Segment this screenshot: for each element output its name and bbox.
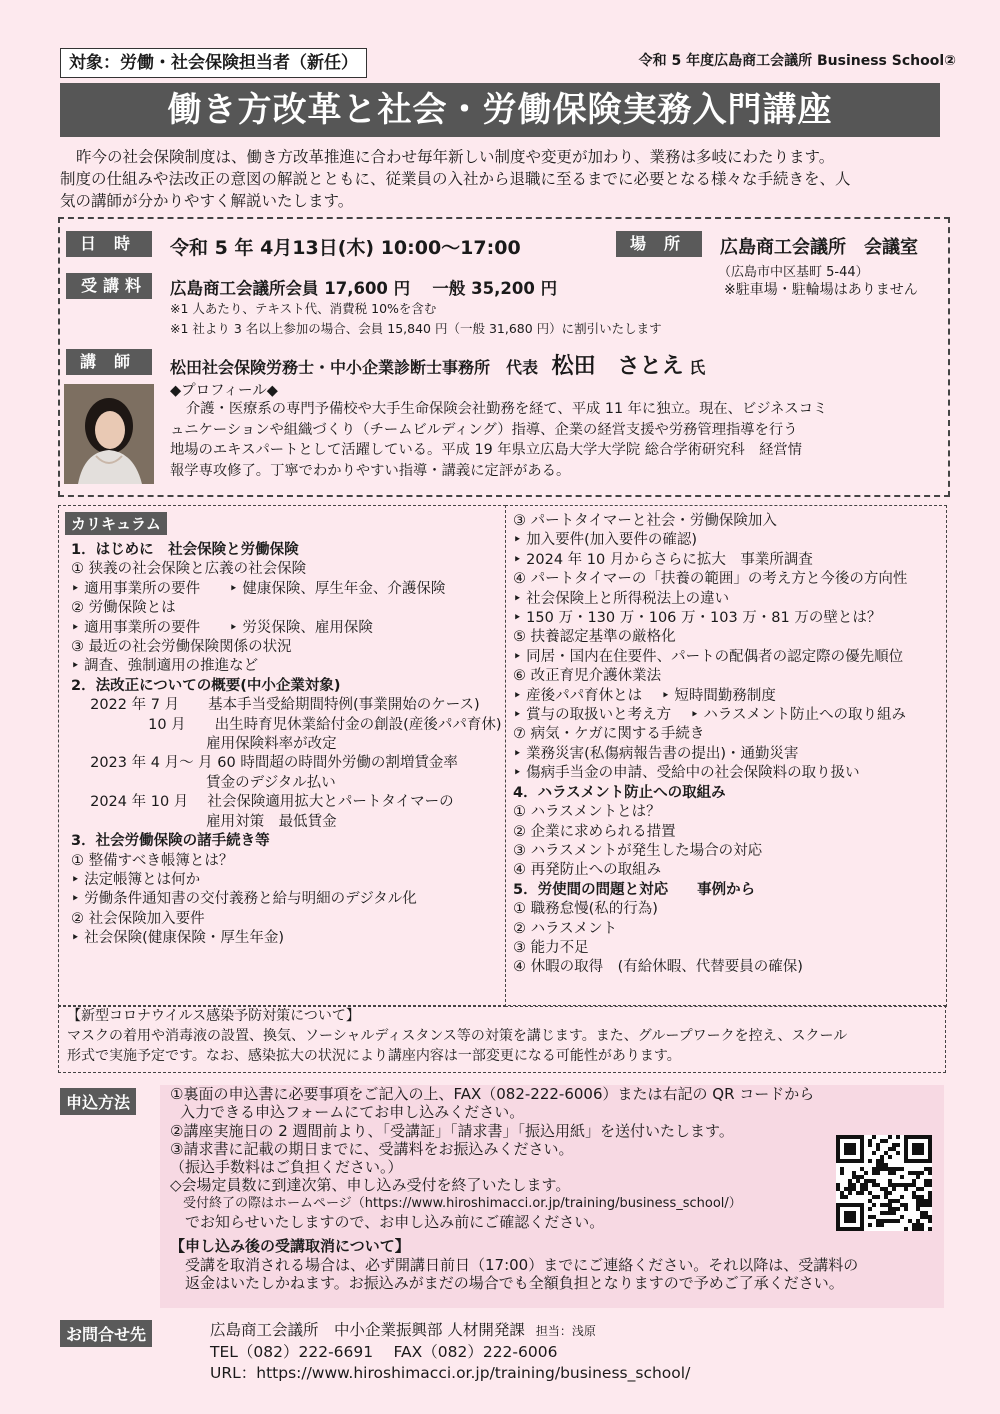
profile-text: [170, 399, 940, 481]
curriculum-item: ⑥ 改正育児介護休業法: [513, 668, 662, 685]
cancel-title: 【申し込み後の受講取消について】: [170, 1237, 410, 1256]
series-label: 令和 5 年度広島商工会議所 Business School②: [638, 53, 956, 69]
curriculum-right: [505, 505, 947, 1007]
apply-line: ②講座実施日の 2 週間前より、「受講証」「請求書」「振込用紙」を送付いたします。: [170, 1121, 734, 1140]
curriculum-item: 2022 年 7 月 基本手当受給期間特例(事業開始のケース): [71, 697, 480, 714]
page-title: 働き方改革と社会・労働保険実務入門講座: [60, 83, 940, 137]
curriculum-item: ② 企業に求められる措置: [513, 823, 676, 840]
inquiry-person: 担当：浅原: [535, 1324, 596, 1338]
place-note: ※駐車場・駐輪場はありません: [724, 282, 918, 298]
qr-code-icon: [836, 1135, 932, 1231]
target-audience: 対象：労働・社会保険担当者（新任）: [60, 48, 367, 78]
apply-box: [160, 1085, 944, 1308]
inquiry-tag: お問合せ先: [60, 1320, 152, 1347]
curriculum-tag: カリキュラム: [65, 512, 167, 535]
profile-title: ◆プロフィール◆: [170, 383, 278, 399]
curriculum-item: ③ ハラスメントが発生した場合の対応: [513, 842, 763, 859]
curriculum-item: ④ パートタイマーの「扶養の範囲」の考え方と今後の方向性: [513, 571, 908, 588]
cancel-text: 返金はいたしかねます。お振込みがまだの場合でも全額負担となりますので予めご了承ください。: [170, 1273, 844, 1292]
curriculum-item: 雇用保険料率が改定: [71, 736, 337, 753]
inquiry-url[interactable]: URL：https://www.hiroshimacci.or.jp/training/business_school/: [210, 1364, 691, 1382]
apply-line: 入力できる申込フォームにてお申し込みください。: [180, 1103, 525, 1122]
curriculum-item: ‣ 150 万・130 万・106 万・103 万・81 万の壁とは？: [513, 610, 882, 627]
curriculum-item: ‣ 調査、強制適用の推進など: [71, 658, 259, 675]
apply-tag: 申込方法: [60, 1088, 136, 1115]
intro-line: 昨今の社会保険制度は、働き方改革推進に合わせ毎年新しい制度や変更が加わり、業務は多岐にわたります。: [76, 148, 835, 166]
curriculum-item: ‣ 労働条件通知書の交付義務と給与明細のデジタル化: [71, 891, 417, 908]
curriculum-item: ‣ 加入要件(加入要件の確認): [513, 532, 697, 549]
curriculum-item: ‣ 業務災害(私傷病報告書の提出)・通勤災害: [513, 745, 799, 762]
cancel-text: 受講を取消される場合は、必ず開講日前日（17:00）までにご連絡ください。それ以降は、受講料の: [170, 1255, 859, 1274]
curriculum-item: ⑦ 病気・ケガに関する手続き: [513, 726, 705, 743]
curriculum-item: ② 社会保険加入要件: [71, 910, 205, 927]
place-label: 場所: [616, 231, 702, 257]
curriculum-list: [513, 512, 946, 978]
curriculum-item: ‣ 法定帳簿とは何か: [71, 871, 201, 888]
curriculum-item: ① 狭義の社会保険と広義の社会保険: [71, 561, 307, 578]
curriculum-list: [71, 541, 505, 949]
inquiry-org: 広島商工会議所 中小企業振興部 人材開発課: [210, 1321, 525, 1339]
fee-value: 広島商工会議所会員 17,600 円 一般 35,200 円: [170, 279, 558, 298]
curriculum-item: 2．法改正についての概要(中小企業対象): [71, 677, 341, 694]
curriculum-item: ‣ 同居・国内在住要件、パートの配偶者の認定際の優先順位: [513, 648, 904, 665]
curriculum-item: 10 月 出生時育児休業給付金の創設(産後パパ育休): [71, 716, 502, 733]
curriculum-item: 2024 年 10 月 社会保険適用拡大とパートタイマーの: [71, 794, 454, 811]
fee-note: ※1 人あたり、テキスト代、消費税 10%を含む: [170, 301, 437, 316]
intro-text: [60, 146, 950, 212]
intro-line: 気の講師が分かりやすく解説いたします。: [60, 192, 354, 210]
curriculum-left: [58, 505, 506, 1007]
curriculum-item: 1．はじめに 社会保険と労働保険: [71, 542, 299, 558]
place-value: 広島商工会議所 会議室: [720, 237, 918, 258]
curriculum-item: 2023 年 4 月～ 月 60 時間超の時間外労働の割増賃金率: [71, 755, 458, 772]
curriculum-item: ③ 能力不足: [513, 939, 589, 956]
date-value: 令和 5 年 4月13日(木) 10:00～17:00: [170, 237, 521, 259]
profile-line: 報学専攻修了。丁寧でわかりやすい指導・講義に定評がある。: [170, 462, 571, 479]
profile-line: ュニケーションや組織づくり（チームビルディング）指導、企業の経営支援や労務管理指導を行う: [170, 421, 798, 438]
curriculum-item: 雇用対策 最低賃金: [71, 813, 337, 830]
curriculum-item: ‣ 社会保険上と所得税法上の違い: [513, 590, 730, 607]
apply-line: 受付終了の際はホームページ（https://www.hiroshimacci.or.jp/training/business_school/）: [170, 1195, 742, 1211]
course-info-box: [58, 217, 950, 497]
curriculum-item: ③ パートタイマーと社会・労働保険加入: [513, 513, 777, 529]
covid-text: 形式で実施予定です。なお、感染拡大の状況により講座内容は一部変更になる可能性があります。: [67, 1048, 681, 1064]
curriculum-item: ① ハラスメントとは？: [513, 804, 661, 821]
covid-notice: [58, 1005, 946, 1073]
inquiry-phone: TEL（082）222-6691 FAX（082）222-6006: [210, 1343, 558, 1361]
inquiry-tag-wrap: [60, 1320, 152, 1347]
curriculum-item: ‣ 産後パパ育休とは ‣ 短時間勤務制度: [513, 687, 776, 704]
curriculum-item: ‣ 社会保険(健康保険・厚生年金): [71, 930, 284, 947]
profile-line: 地場のエキスパートとして活躍している。平成 19 年県立広島大学大学院 総合学術研究科 経営情: [170, 442, 803, 458]
curriculum-item: 4．ハラスメント防止への取組み: [513, 784, 726, 801]
apply-line: ◇会場定員数に到達次第、申し込み受付を終了いたします。: [170, 1176, 571, 1195]
apply-text: [160, 1085, 944, 1292]
apply-line: ①裏面の申込書に必要事項をご記入の上、FAX（082-222-6006）または右記の QR コードから: [170, 1085, 815, 1103]
date-label: 日時: [66, 231, 152, 257]
curriculum-item: ‣ 傷病手当金の申請、受給中の社会保険料の取り扱い: [513, 765, 860, 782]
lecturer-suffix: 氏: [689, 358, 706, 377]
curriculum-item: ② ハラスメント: [513, 920, 618, 937]
profile-line: 介護・医療系の専門予備校や大手生命保険会社勤務を経て、平成 11 年に独立。現在、ビジネスコミ: [186, 401, 828, 417]
apply-line: でお知らせいたしますので、お申し込み前にご確認ください。: [170, 1213, 605, 1232]
curriculum-item: ‣ 適用事業所の要件 ‣ 労災保険、雇用保険: [71, 619, 373, 636]
lecturer-label: 講師: [66, 349, 152, 375]
curriculum-item: ① 整備すべき帳簿とは？: [71, 852, 234, 869]
lecturer-org: 松田社会保険労務士・中小企業診断士事務所 代表: [170, 358, 539, 377]
curriculum-item: ④ 再発防止への取組み: [513, 862, 662, 879]
curriculum-item: ① 職務怠慢(私的行為): [513, 901, 658, 918]
curriculum-item: ‣ 適用事業所の要件 ‣ 健康保険、厚生年金、介護保険: [71, 580, 446, 597]
lecturer-name: 松田 さとえ: [551, 354, 684, 379]
covid-text: マスクの着用や消毒液の設置、換気、ソーシャルディスタンス等の対策を講じます。また、グループワークを控え、スクール: [67, 1028, 848, 1044]
curriculum-item: ‣ 2024 年 10 月からさらに拡大 事業所調査: [513, 551, 813, 568]
curriculum-item: ④ 休暇の取得 (有給休暇、代替要員の確保): [513, 959, 803, 976]
fee-note: ※1 社より 3 名以上参加の場合、会員 15,840 円（一般 31,680 円）に割引いたします: [170, 321, 662, 336]
curriculum-item: ‣ 賞与の取扱いと考え方 ‣ ハラスメント防止への取り組み: [513, 707, 906, 724]
qr-code[interactable]: [836, 1135, 932, 1231]
curriculum-item: 5．労使間の問題と対応 事例から: [513, 881, 756, 898]
inquiry-info: [210, 1320, 690, 1384]
apply-line: （振込手数料はご負担ください。）: [170, 1158, 403, 1177]
curriculum-item: ② 労働保険とは: [71, 600, 176, 617]
apply-tag-wrap: [60, 1088, 136, 1115]
lecturer-line: [170, 349, 705, 380]
curriculum-item: ③ 最近の社会労働保険関係の状況: [71, 639, 292, 656]
place-address: （広島市中区基町 5-44）: [718, 265, 869, 280]
covid-title: 【新型コロナウイルス感染予防対策について】: [67, 1008, 360, 1024]
curriculum-item: 3．社会労働保険の諸手続き等: [71, 833, 270, 850]
apply-line: ③請求書に記載の期日までに、受講料をお振込みください。: [170, 1139, 574, 1158]
intro-line: 制度の仕組みや法改正の意図の解説とともに、従業員の入社から退職に至るまでに必要となる様々な手続きを、人: [60, 170, 851, 188]
curriculum-item: ⑤ 扶養認定基準の厳格化: [513, 629, 676, 646]
fee-label: 受講料: [66, 273, 152, 299]
lecturer-photo: [64, 384, 154, 484]
curriculum-item: 賃金のデジタル払い: [71, 774, 336, 791]
